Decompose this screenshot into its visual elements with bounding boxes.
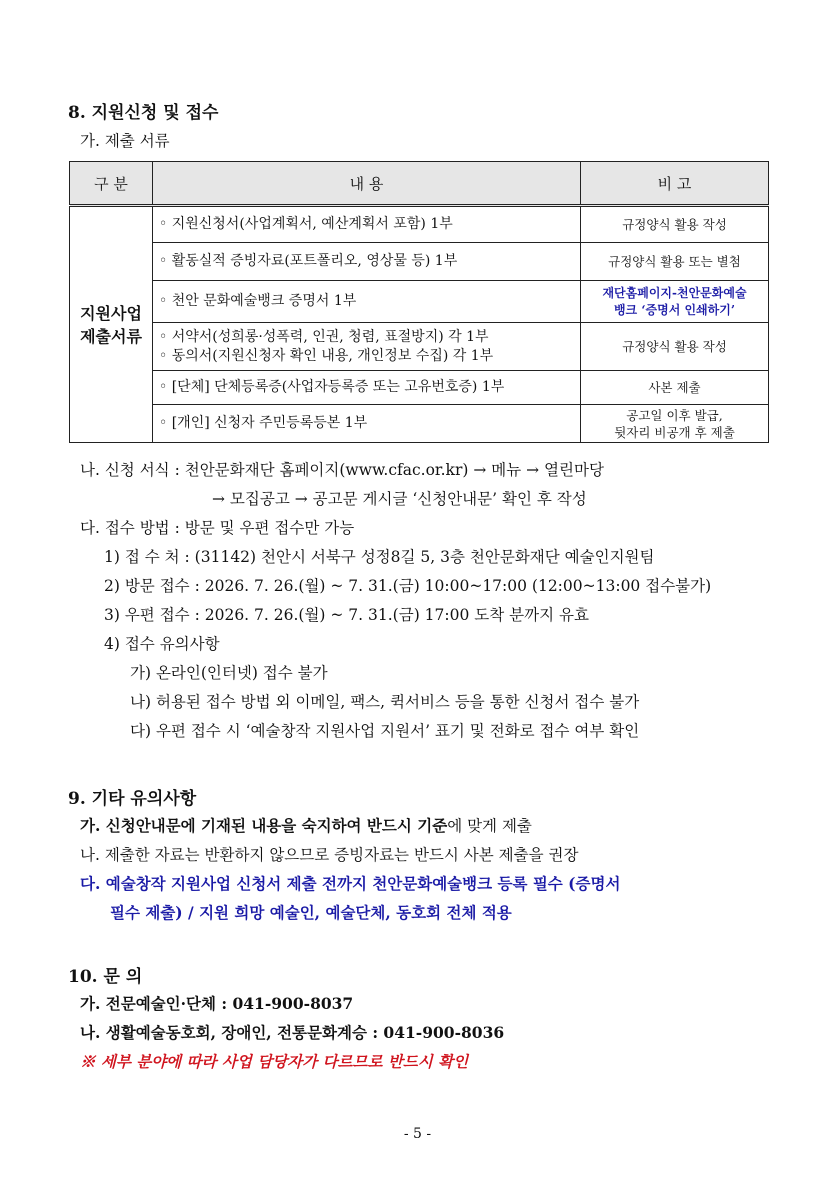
- section-8-na-line1: 나. 신청 서식 : 천안문화재단 홈페이지(www.cfac.or.kr) → 메뉴 → 열린마당: [80, 461, 604, 479]
- table-row: [70, 206, 769, 243]
- item-cell: ◦ 천안 문화예술뱅크 증명서 1부: [153, 281, 581, 323]
- documents-table: [69, 161, 769, 443]
- page-number: - 5 -: [403, 1126, 432, 1142]
- item-line: ◦ 동의서(지원신청자 확인 내용, 개인정보 수집) 각 1부: [159, 347, 494, 364]
- note-line: 뱅크 ‘증명서 인쇄하기’: [613, 302, 736, 317]
- header-content: 내 용: [153, 162, 581, 206]
- note-cell: 규정양식 활용 작성: [581, 323, 769, 371]
- category-cell: [70, 206, 153, 443]
- category-line-2: 제출서류: [80, 326, 142, 346]
- section-8-d4b: 나) 허용된 접수 방법 외 이메일, 팩스, 퀵서비스 등을 통한 신청서 접수 불가: [130, 693, 640, 711]
- section-10-na: 나. 생활예술동호회, 장애인, 전통문화계승 : 041-900-8036: [80, 1023, 505, 1042]
- note-cell: 규정양식 활용 작성: [581, 206, 769, 243]
- section-9-da-line1: 다. 예술창작 지원사업 신청서 제출 전까지 천안문화예술뱅크 등록 필수 (증명서: [80, 874, 621, 893]
- note-cell: 규정양식 활용 또는 별첨: [581, 243, 769, 281]
- header-note: 비 고: [581, 162, 769, 206]
- table-row: [70, 281, 769, 323]
- note-line: 재단홈페이지-천안문화예술: [602, 285, 747, 300]
- item-cell: [153, 323, 581, 371]
- category-line-1: 지원사업: [80, 303, 142, 323]
- section-8-d4a: 가) 온라인(인터넷) 접수 불가: [130, 664, 328, 682]
- table-row: [70, 323, 769, 371]
- note-cell: [581, 405, 769, 443]
- section-9-ga: [80, 814, 532, 836]
- note-line: 공고일 이후 발급,: [626, 407, 723, 423]
- section-9-title: 9. 기타 유의사항: [68, 789, 197, 809]
- note-line: 뒷자리 비공개 후 제출: [614, 424, 735, 440]
- section-10-title: 10. 문 의: [68, 967, 143, 987]
- note-cell: [581, 281, 769, 323]
- section-8-ga: 가. 제출 서류: [80, 132, 170, 150]
- section-8-d1: 1) 접 수 처 : (31142) 천안시 서북구 성정8길 5, 3층 천안문화재단 예술인지원팀: [104, 548, 655, 566]
- header-category: 구 분: [70, 162, 153, 206]
- section-8-da: 다. 접수 방법 : 방문 및 우편 접수만 가능: [80, 519, 355, 537]
- section-8-d2: 2) 방문 접수 : 2026. 7. 26.(월) ~ 7. 31.(금) 10:00~17:00 (12:00~13:00 접수불가): [104, 577, 712, 595]
- section-9-ga-rest: 에 맞게 제출: [447, 817, 532, 835]
- section-8-d4c: 다) 우편 접수 시 ‘예술창작 지원사업 지원서’ 표기 및 전화로 접수 여부 확인: [130, 722, 640, 740]
- section-8-title: 8. 지원신청 및 접수: [68, 103, 219, 123]
- section-9-na: 나. 제출한 자료는 반환하지 않으므로 증빙자료는 반드시 사본 제출을 권장: [80, 846, 579, 864]
- item-cell: ◦ [개인] 신청자 주민등록등본 1부: [153, 405, 581, 443]
- item-cell: ◦ [단체] 단체등록증(사업자등록증 또는 고유번호증) 1부: [153, 371, 581, 405]
- table-row: [70, 243, 769, 281]
- note-cell: 사본 제출: [581, 371, 769, 405]
- section-10-note: ※ 세부 분야에 따라 사업 담당자가 다르므로 반드시 확인: [80, 1052, 469, 1071]
- section-8-d4: 4) 접수 유의사항: [104, 635, 220, 653]
- table-header-row: [70, 162, 769, 206]
- section-8-d3: 3) 우편 접수 : 2026. 7. 26.(월) ~ 7. 31.(금) 17:00 도착 분까지 유효: [104, 606, 589, 624]
- section-9-da-line2: 필수 제출) / 지원 희망 예술인, 예술단체, 동호회 전체 적용: [110, 903, 512, 922]
- section-9-ga-bold: 가. 신청안내문에 기재된 내용을 숙지하여 반드시 기준: [80, 816, 448, 835]
- section-10-ga: 가. 전문예술인·단체 : 041-900-8037: [80, 994, 354, 1013]
- section-8-na-line2: → 모집공고 → 공고문 게시글 ‘신청안내문’ 확인 후 작성: [212, 490, 587, 508]
- item-cell: ◦ 지원신청서(사업계획서, 예산계획서 포함) 1부: [153, 206, 581, 243]
- item-line: ◦ 서약서(성희롱·성폭력, 인권, 청렴, 표절방지) 각 1부: [159, 328, 489, 345]
- item-cell: ◦ 활동실적 증빙자료(포트폴리오, 영상물 등) 1부: [153, 243, 581, 281]
- table-row: [70, 405, 769, 443]
- table-row: [70, 371, 769, 405]
